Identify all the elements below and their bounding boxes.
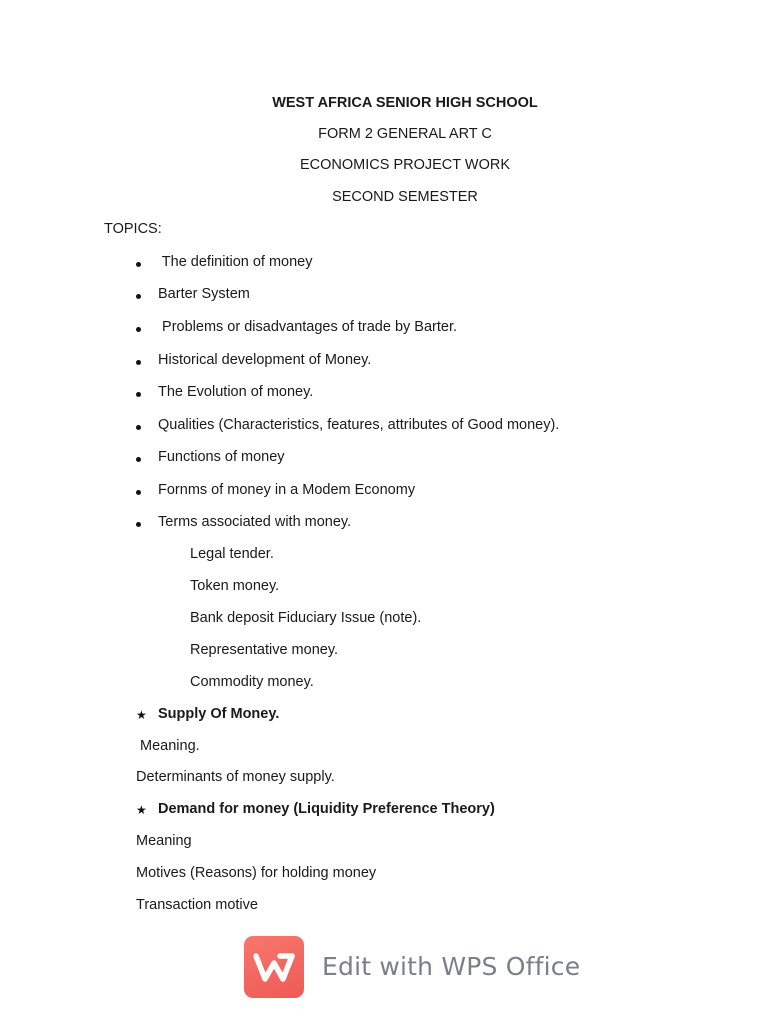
bullet-icon — [136, 327, 141, 332]
wps-logo-icon[interactable] — [244, 936, 304, 998]
list-item: Functions of money — [158, 449, 285, 465]
list-item: Qualities (Characteristics, features, attributes of Good money). — [158, 417, 560, 433]
star-bullet-icon: ★ — [136, 803, 147, 817]
supply-determinants: Determinants of money supply. — [136, 769, 335, 785]
bullet-icon — [136, 294, 141, 299]
demand-transaction: Transaction motive — [136, 897, 258, 913]
demand-meaning: Meaning — [136, 833, 192, 849]
term-item: Bank deposit Fiduciary Issue (note). — [190, 610, 422, 626]
bullet-icon — [136, 360, 141, 365]
bullet-icon — [136, 392, 141, 397]
demand-heading: Demand for money (Liquidity Preference Theory) — [158, 801, 495, 817]
supply-heading: Supply Of Money. — [158, 706, 280, 722]
list-item: The Evolution of money. — [158, 384, 314, 400]
topics-label: TOPICS: — [104, 221, 162, 237]
term-item: Token money. — [190, 578, 280, 594]
bullet-icon — [136, 457, 141, 462]
term-item: Representative money. — [190, 642, 339, 658]
supply-meaning: Meaning. — [136, 738, 200, 754]
school-title: WEST AFRICA SENIOR HIGH SCHOOL — [272, 95, 538, 111]
bullet-icon — [136, 522, 141, 527]
demand-motives: Motives (Reasons) for holding money — [136, 865, 377, 881]
list-item: The definition of money — [158, 254, 313, 270]
list-item: Problems or disadvantages of trade by Barter. — [158, 319, 458, 335]
semester-title: SECOND SEMESTER — [332, 189, 478, 205]
term-item: Commodity money. — [190, 674, 314, 690]
star-bullet-icon: ★ — [136, 708, 147, 722]
bullet-icon — [136, 262, 141, 267]
wps-edit-link[interactable]: Edit with WPS Office — [322, 952, 581, 981]
list-item: Historical development of Money. — [158, 352, 372, 368]
subject-title: ECONOMICS PROJECT WORK — [300, 157, 510, 173]
bullet-icon — [136, 425, 141, 430]
form-title: FORM 2 GENERAL ART C — [318, 126, 492, 142]
list-item: Fornms of money in a Modem Economy — [158, 482, 416, 498]
list-item: Barter System — [158, 286, 250, 302]
term-item: Legal tender. — [190, 546, 274, 562]
list-item: Terms associated with money. — [158, 514, 352, 530]
bullet-icon — [136, 490, 141, 495]
